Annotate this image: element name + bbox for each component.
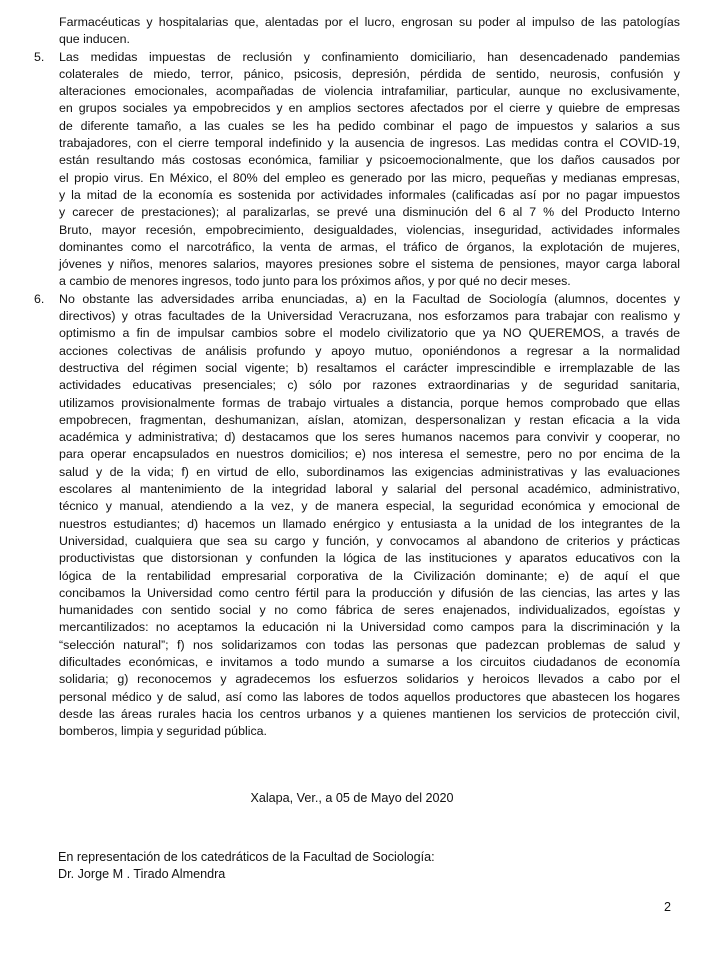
line-text: desde las áreas rurales hacia los centros urbanos y a quienes mantienen los servicios de protección civil, — [59, 706, 680, 721]
text-line — [34, 239, 680, 256]
text-line — [34, 291, 680, 308]
line-text: solidaria; g) reconocemos y agradecemos los esfuerzos solidarios y heroicos llevados a cabo por el — [59, 672, 680, 687]
list-item-number: 5. — [34, 49, 45, 64]
line-text: escolares al mantenimiento de la integridad laboral y salarial del personal académico, administrativo, — [59, 482, 680, 497]
line-text: bomberos, limpia y seguridad pública. — [59, 724, 267, 739]
text-line — [34, 706, 680, 723]
line-text: “selección natural”; f) nos solidarizamos con todas las personas que padezcan problemas de salud y — [59, 637, 680, 652]
line-text: directivos) y otras facultades de la Universidad Veracruzana, nos esforzamos para trabajar con realismo y — [59, 309, 680, 324]
line-text: Bruto, mayor recesión, empobrecimiento, desigualdades, violencias, inseguridad, actividades informales — [59, 222, 680, 237]
line-text: nuestros estudiantes; d) hacemos un llamado enérgico y entusiasta a la unidad de los integrantes de la — [59, 516, 680, 531]
text-line — [34, 689, 680, 706]
text-line — [34, 31, 680, 48]
line-text: personal médico y de salud, así como las labores de todos aquellos productores que abastecen los hogares — [59, 689, 680, 704]
document-body — [34, 14, 680, 740]
signature-name: Dr. Jorge M . Tirado Almendra — [58, 867, 226, 881]
line-text: No obstante las adversidades arriba enunciadas, a) en la Facultad de Sociología (alumnos, docentes y — [59, 291, 680, 306]
text-line — [34, 66, 680, 83]
text-line — [34, 152, 680, 169]
line-text: colaterales de miedo, terror, pánico, psicosis, depresión, pérdida de sentido, neurosis, confusión y — [59, 66, 680, 81]
line-text: alteraciones emocionales, acompañadas de violencia intrafamiliar, particular, aunque no exclusivamente, — [59, 84, 680, 99]
line-text: técnico y manual, atendiendo a la vez, y de manera especial, la seguridad económica y emocional de — [59, 499, 680, 514]
text-line — [34, 395, 680, 412]
text-line — [34, 498, 680, 515]
text-line — [34, 222, 680, 239]
line-text: dificultades económicas, e invitamos a todo mundo a sumarse a los circuitos ciudadanos de economía — [59, 654, 680, 669]
dateline: Xalapa, Ver., a 05 de Mayo del 2020 — [250, 791, 454, 805]
text-line — [34, 429, 680, 446]
line-text: de diferente tamaño, a las cuales se les ha pedido combinar el pago de impuestos y salarios a sus — [59, 118, 680, 133]
text-line — [34, 118, 680, 135]
text-line — [34, 654, 680, 671]
text-line — [34, 14, 680, 31]
line-text: lógica de la rentabilidad empresarial corporativa de la Civilización dominante; e) de aquí el que — [59, 568, 680, 583]
line-text: jóvenes y niños, menores salarios, mayores presiones sobre el sistema de pensiones, mayor carga laboral — [59, 257, 680, 272]
signature-representation-line: En representación de los catedráticos de la Facultad de Sociología: — [58, 850, 435, 864]
text-line — [34, 464, 680, 481]
text-line — [34, 49, 680, 66]
text-line — [34, 619, 680, 636]
text-line — [34, 325, 680, 342]
text-line — [34, 723, 680, 740]
line-text: concibamos la Universidad como centro fértil para la producción y difusión de las ciencias, las artes y las — [59, 585, 680, 600]
line-text: optimismo a fin de impulsar cambios sobre el modelo civilizatorio que ya NO QUEREMOS, a través de — [59, 326, 680, 341]
text-line — [34, 360, 680, 377]
line-text: a cambio de menores ingresos, todo junto para los próximos años, y por qué no decir meses. — [59, 274, 571, 289]
text-line — [34, 308, 680, 325]
text-line — [34, 550, 680, 567]
line-text: Las medidas impuestas de reclusión y confinamiento domiciliario, han desencadenado pandemias — [59, 49, 680, 64]
text-line — [34, 256, 680, 273]
text-line — [34, 187, 680, 204]
text-line — [34, 671, 680, 688]
line-text: que inducen. — [59, 32, 130, 47]
line-text: en grupos sociales ya empobrecidos y en amplios sectores afectados por el cierre y quiebre de empresas — [59, 101, 680, 116]
line-text: para operar encapsulados en nuestros domicilios; e) nos interesa el semestre, pero no por encima de la — [59, 447, 680, 462]
text-line — [34, 170, 680, 187]
text-line — [34, 568, 680, 585]
line-text: empobrecen, fragmentan, deshumanizan, aíslan, atomizan, despersonalizan y restan eficacia a la vida — [59, 412, 680, 427]
text-line — [34, 637, 680, 654]
text-line — [34, 481, 680, 498]
line-text: y carecer de prestaciones); al paralizarlas, se prevé una disminución del 6 al 7 % del Producto Interno — [59, 205, 680, 220]
text-line — [34, 204, 680, 221]
text-line — [34, 602, 680, 619]
text-line — [34, 83, 680, 100]
page-number: 2 — [664, 900, 672, 914]
line-text: el propio virus. En México, el 80% del empleo es generado por las micro, pequeñas y medianas empresas, — [59, 170, 680, 185]
text-line — [34, 343, 680, 360]
line-text: humanidades con sentido social y no como fábrica de seres enajenados, individualizados, egoístas y — [59, 603, 680, 618]
line-text: dominantes como el narcotráfico, la venta de armas, el tráfico de órganos, la explotación de mujeres, — [59, 239, 680, 254]
line-text: salud y de la vida; f) en virtud de ello, subordinamos las exigencias administrativas y las evaluaciones — [59, 464, 680, 479]
line-text: académica y administrativa; d) destacamos que los seres humanos nacemos para convivir y cooperar, no — [59, 430, 680, 445]
text-line — [34, 446, 680, 463]
text-line — [34, 377, 680, 394]
line-text: están resultando más costosas económica, familiar y psicoemocionalmente, que los daños causados por — [59, 153, 680, 168]
line-text: Universidad, cualquiera que sea su cargo y función, y convocamos al abandono de criterios y prácticas — [59, 533, 680, 548]
line-text: destructiva del régimen social vigente; b) resaltamos el carácter imprescindible e irremplazable de las — [59, 360, 680, 375]
text-line — [34, 412, 680, 429]
line-text: acciones colectivas de análisis profundo y apoyo mutuo, oponiéndonos a regresar a la normalidad — [59, 343, 680, 358]
text-line — [34, 533, 680, 550]
text-line — [34, 273, 680, 290]
line-text: trabajadores, con el cierre temporal indefinido y la ausencia de ingresos. Las medidas contra el COVID-19, — [59, 136, 680, 151]
text-line — [34, 516, 680, 533]
line-text: Farmacéuticas y hospitalarias que, alentadas por el lucro, engrosan su poder al impulso de las patologías — [59, 15, 680, 29]
line-text: utilizamos provisionalmente formas de trabajo virtuales a distancia, porque hemos comprobado que ellas — [59, 395, 680, 410]
line-text: actividades educativas presenciales; c) sólo por razones extraordinarias y de seguridad sanitaria, — [59, 378, 680, 393]
list-item-number: 6. — [34, 291, 45, 306]
line-text: mercantilizados: no aceptamos la educación ni la Universidad como campos para la discriminación y la — [59, 620, 680, 635]
line-text: productivistas que distorsionan y confunden la lógica de las instituciones y aparatos educativos con la — [59, 551, 680, 566]
line-text: y la mitad de la economía es sostenida por actividades informales (calificadas así por no pagar impuestos — [59, 187, 680, 202]
text-line — [34, 585, 680, 602]
text-line — [34, 100, 680, 117]
signature-block — [58, 849, 435, 883]
text-line — [34, 135, 680, 152]
